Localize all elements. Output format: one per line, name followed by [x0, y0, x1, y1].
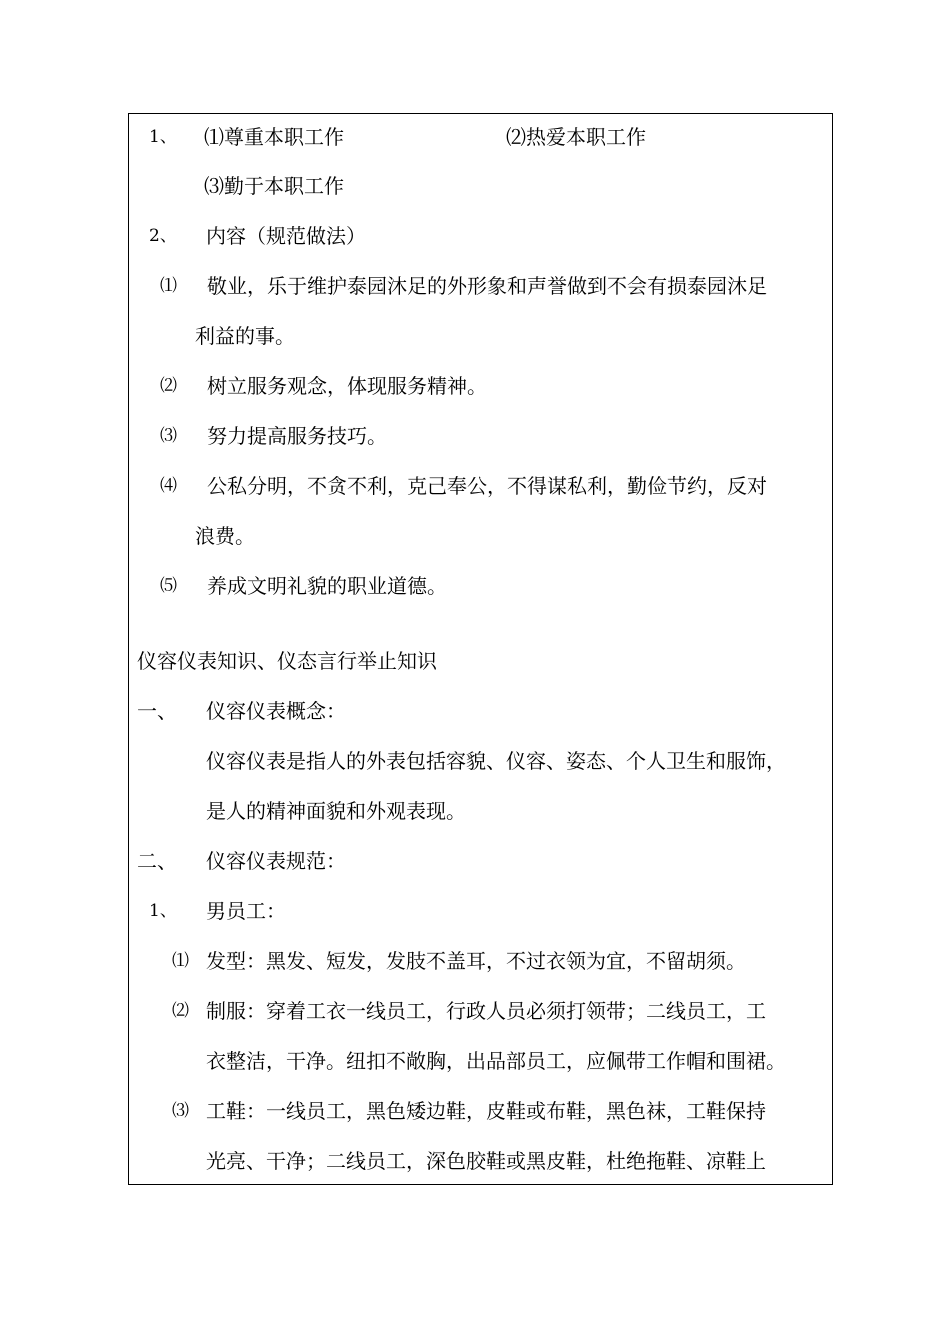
- line-text: 制服：穿着工衣一线员工，行政人员必须打领带；二线员工，工: [206, 999, 766, 1023]
- line-text: 是人的精神面貌和外观表现。: [206, 799, 466, 823]
- line-text: 仪容仪表规范：: [206, 849, 346, 873]
- line-text: 仪容仪表知识、仪态言行举止知识: [137, 649, 437, 673]
- line-text: 养成文明礼貌的职业道德。: [207, 574, 447, 598]
- item-number: ⑶: [172, 1101, 189, 1121]
- item-number: 1、: [149, 901, 177, 921]
- line-text-second: ⑵热爱本职工作: [506, 125, 646, 149]
- line-text: 努力提高服务技巧。: [207, 424, 387, 448]
- line-text: 发型：黑发、短发，发肢不盖耳，不过衣领为宜，不留胡须。: [206, 949, 746, 973]
- item-number: ⑶: [160, 426, 177, 446]
- item-number: 一、: [137, 699, 177, 723]
- document-page-frame: [128, 113, 833, 1185]
- item-number: ⑸: [160, 576, 177, 596]
- item-number: 2、: [149, 226, 177, 246]
- line-text: ⑴尊重本职工作: [204, 125, 344, 149]
- line-text: 衣整洁，干净。纽扣不敞胸，出品部员工，应佩带工作帽和围裙。: [206, 1049, 786, 1073]
- line-text: 仪容仪表概念：: [206, 699, 346, 723]
- item-number: 二、: [137, 849, 177, 873]
- item-number: ⑷: [160, 476, 177, 496]
- line-text: 浪费。: [195, 524, 255, 548]
- line-text: 仪容仪表是指人的外表包括容貌、仪容、姿态、个人卫生和服饰，: [206, 749, 786, 773]
- line-text: 公私分明，不贪不利，克己奉公，不得谋私利，勤俭节约，反对: [207, 474, 767, 498]
- item-number: ⑴: [160, 276, 177, 296]
- item-number: ⑵: [160, 376, 177, 396]
- line-text: 敬业，乐于维护泰园沐足的外形象和声誉做到不会有损泰园沐足: [207, 274, 767, 298]
- line-text: ⑶勤于本职工作: [204, 174, 344, 198]
- line-text: 工鞋：一线员工，黑色矮边鞋，皮鞋或布鞋，黑色袜，工鞋保持: [206, 1099, 766, 1123]
- line-text: 内容（规范做法）: [206, 224, 366, 248]
- item-number: ⑴: [172, 951, 189, 971]
- item-number: 1、: [149, 127, 177, 147]
- line-text: 树立服务观念，体现服务精神。: [207, 374, 487, 398]
- line-text: 男员工：: [206, 899, 286, 923]
- item-number: ⑵: [172, 1001, 189, 1021]
- line-text: 利益的事。: [195, 324, 295, 348]
- line-text: 光亮、干净；二线员工，深色胶鞋或黑皮鞋，杜绝拖鞋、凉鞋上: [206, 1149, 766, 1173]
